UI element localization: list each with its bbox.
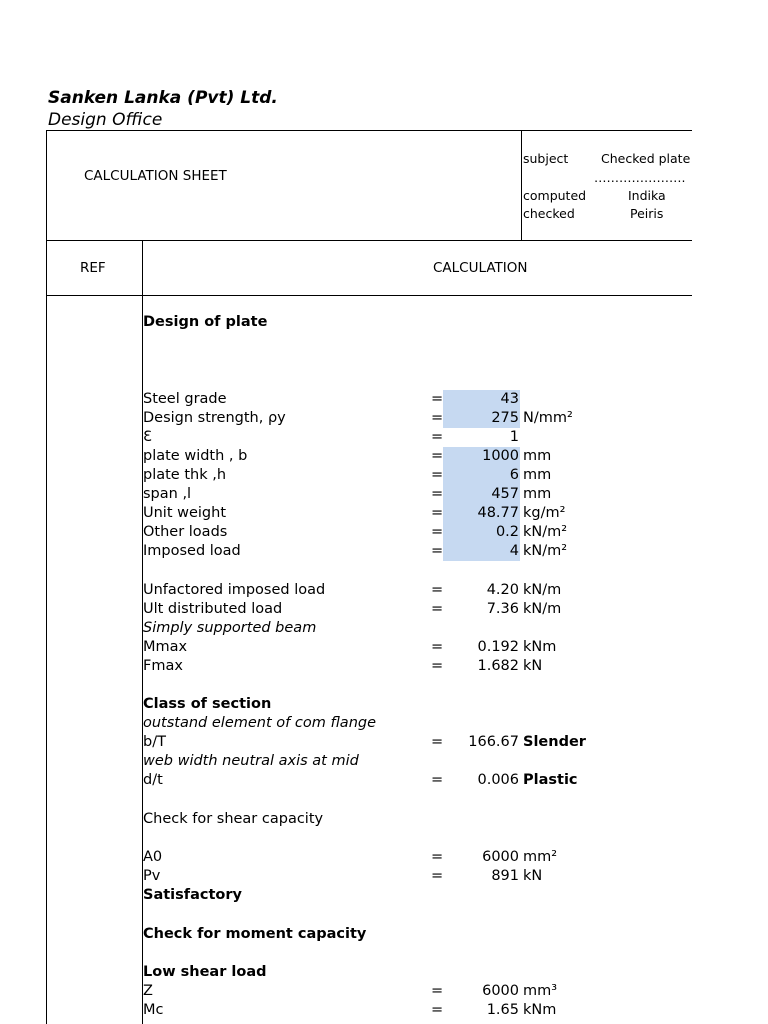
subject-dots: …………………. (594, 170, 686, 185)
calc-row (143, 963, 703, 982)
calc-row-unit: kN/m (523, 601, 562, 617)
calc-row (143, 390, 703, 409)
calc-row-label: Fmax (143, 658, 183, 674)
calc-row-unit: N/mm² (523, 410, 573, 426)
result-cell: 7.36 (486, 601, 519, 617)
calc-row-equals: = (431, 391, 444, 407)
input-cell[interactable]: 43 (443, 390, 520, 409)
calc-row (143, 447, 703, 466)
calc-row (143, 466, 703, 485)
calc-row-label: d/t (143, 772, 163, 788)
ref-column-header: REF (80, 260, 106, 276)
calc-row-label: Steel grade (143, 391, 227, 407)
calc-row (143, 982, 703, 1001)
calc-row-equals: = (431, 429, 444, 445)
subject-label: subject (523, 151, 569, 166)
calc-row-unit: kN/m² (523, 524, 568, 540)
result-cell: 0.006 (477, 772, 519, 788)
calc-row (143, 810, 703, 829)
calc-row-equals: = (431, 849, 444, 865)
calc-row-unit: kN (523, 868, 543, 884)
calc-row-label: Ɛ (143, 429, 152, 445)
calc-row-label: span ,l (143, 486, 192, 502)
calc-row-unit: kN/m² (523, 543, 568, 559)
sheet-title: CALCULATION SHEET (84, 168, 227, 184)
calc-row-unit: Plastic (523, 772, 578, 788)
calc-row-label: Unit weight (143, 505, 227, 521)
calc-row-label: Check for moment capacity (143, 926, 367, 942)
result-cell: 1 (509, 429, 519, 445)
calc-row (143, 409, 703, 428)
calc-row-equals: = (431, 734, 444, 750)
calc-row (143, 867, 703, 886)
calc-row-equals: = (431, 448, 444, 464)
calc-row-equals: = (431, 505, 444, 521)
calc-row-equals: = (431, 582, 444, 598)
calc-row-label: Check for shear capacity (143, 811, 324, 827)
calc-row-unit: kg/m² (523, 505, 566, 521)
calc-row (143, 581, 703, 600)
calc-row-label: Design of plate (143, 314, 268, 330)
calc-row-equals: = (431, 658, 444, 674)
calc-row-equals: = (431, 772, 444, 788)
input-cell[interactable]: 6 (443, 466, 520, 485)
calc-row-label: outstand element of com flange (143, 715, 377, 731)
calc-row (143, 313, 703, 332)
calc-row (143, 925, 703, 944)
calc-row (143, 485, 703, 504)
calc-row-equals: = (431, 486, 444, 502)
calc-row-label: web width neutral axis at mid (143, 753, 359, 769)
header-box-top (46, 130, 692, 131)
calc-row-unit: mm³ (523, 983, 558, 999)
calc-row-label: plate thk ,h (143, 467, 227, 483)
calc-row (143, 638, 703, 657)
input-cell[interactable]: 275 (443, 409, 520, 428)
calc-row-unit: Slender (523, 734, 586, 750)
calc-row-label: Other loads (143, 524, 228, 540)
header-box-divider (521, 130, 522, 241)
subject-value: Checked plate (601, 151, 691, 166)
calc-row (143, 695, 703, 714)
calc-row (143, 733, 703, 752)
calc-row-label: Satisfactory (143, 887, 242, 903)
calc-row-label: Imposed load (143, 543, 241, 559)
calc-row (143, 600, 703, 619)
calc-row-equals: = (431, 467, 444, 483)
calculation-column-header: CALCULATION (433, 260, 528, 276)
calc-row (143, 848, 703, 867)
calc-row-equals: = (431, 543, 444, 559)
calc-row-label: Unfactored imposed load (143, 582, 326, 598)
calc-row-unit: mm² (523, 849, 558, 865)
calc-row-unit: kNm (523, 1002, 557, 1018)
result-cell: 1.65 (486, 1002, 519, 1018)
calc-row (143, 523, 703, 542)
input-cell[interactable]: 4 (443, 542, 520, 561)
calc-row (143, 428, 703, 447)
calc-row-label: Pv (143, 868, 161, 884)
calc-row (143, 504, 703, 523)
calc-row-label: plate width , b (143, 448, 248, 464)
calc-row (143, 1001, 703, 1020)
input-cell[interactable]: 457 (443, 485, 520, 504)
result-cell: 6000 (482, 849, 519, 865)
input-cell[interactable]: 1000 (443, 447, 520, 466)
calc-row (143, 714, 703, 733)
calc-row-equals: = (431, 410, 444, 426)
calc-row-equals: = (431, 868, 444, 884)
calc-row (143, 619, 703, 638)
calc-row-unit: kN/m (523, 582, 562, 598)
checked-label: checked (523, 206, 575, 221)
computed-label: computed (523, 188, 587, 203)
calc-row-equals: = (431, 524, 444, 540)
result-cell: 4.20 (486, 582, 519, 598)
calc-row-equals: = (431, 1002, 444, 1018)
calc-row-label: Mc (143, 1002, 164, 1018)
result-cell: 1.682 (477, 658, 519, 674)
calc-row-equals: = (431, 983, 444, 999)
calc-row-label: Z (143, 983, 153, 999)
calc-row-label: Ult distributed load (143, 601, 283, 617)
input-cell[interactable]: 0.2 (443, 523, 520, 542)
result-cell: 6000 (482, 983, 519, 999)
result-cell: 0.192 (477, 639, 519, 655)
input-cell[interactable]: 48.77 (443, 504, 520, 523)
calc-row-unit: kN (523, 658, 543, 674)
calc-row (143, 886, 703, 905)
calc-row-label: A0 (143, 849, 163, 865)
checked-value: Peiris (630, 206, 664, 221)
calc-row-label: Mmax (143, 639, 188, 655)
calc-row (143, 542, 703, 561)
calc-row-label: Design strength, ρy (143, 410, 286, 426)
calc-row-equals: = (431, 639, 444, 655)
calc-row-label: Simply supported beam (143, 620, 317, 636)
calc-row-unit: kNm (523, 639, 557, 655)
calc-row (143, 752, 703, 771)
calc-row (143, 771, 703, 790)
calc-row-unit: mm (523, 448, 552, 464)
calc-row-unit: mm (523, 467, 552, 483)
calc-row-label: Class of section (143, 696, 272, 712)
calc-row-label: b/T (143, 734, 166, 750)
company-name: Sanken Lanka (Pvt) Ltd. (48, 88, 278, 108)
office-name: Design Office (48, 110, 163, 130)
result-cell: 891 (491, 868, 519, 884)
result-cell: 166.67 (468, 734, 519, 750)
calc-row-equals: = (431, 601, 444, 617)
header-box-left (46, 130, 47, 1024)
calc-row-unit: mm (523, 486, 552, 502)
calc-row (143, 657, 703, 676)
calc-row-label: Low shear load (143, 964, 267, 980)
computed-value: Indika (628, 188, 666, 203)
